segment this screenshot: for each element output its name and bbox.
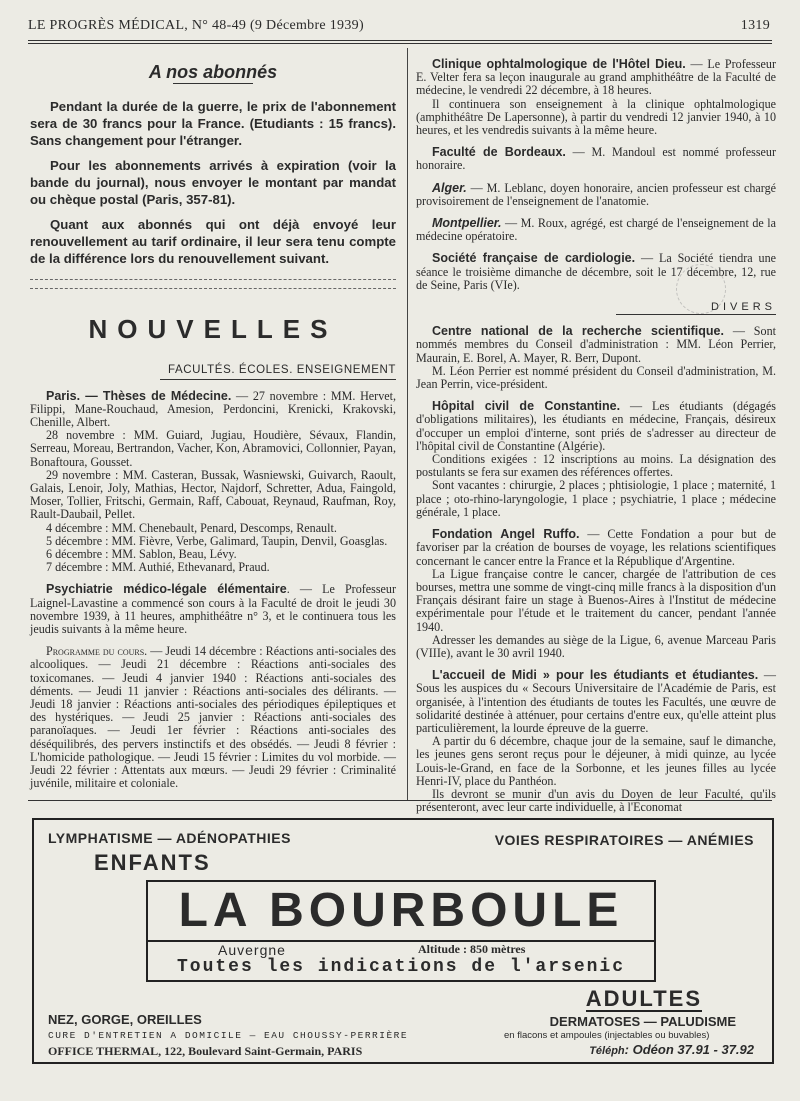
right-column [416, 58, 776, 814]
column-separator [407, 48, 408, 800]
library-stamp [676, 264, 726, 314]
psychiatry-heading: Psychiatrie médico-légale élémentaire [46, 582, 287, 597]
alger-text: — M. Leblanc, doyen honoraire, ancien professeur est chargé provisoirement de l'enseignement de l'anatomie. [416, 180, 776, 208]
paris-7: 7 décembre : MM. Authié, Ethevanard, Praud. [46, 560, 270, 575]
ad-enfants: ENFANTS [94, 850, 211, 875]
footer-rule [28, 800, 772, 801]
psychiatry-item [30, 583, 396, 636]
cardiology-heading: Société française de cardiologie. [432, 251, 636, 266]
midi-item [416, 669, 776, 735]
montpellier-item [416, 217, 776, 243]
clinic-text-2: Il continuera son enseignement à la clinique ophtalmologique (amphithéâtre De Lapersonne), à partir du vendredi 12 janvier 1940, à 10 heures, et les vendredis suivants à la même heure. [416, 96, 776, 138]
paris-theses [30, 390, 396, 430]
paris-text: — 27 novembre : MM. Hervet, Filippi, Mane-Rouchaud, Amesion, Perdoncini, Krenicki, Krakovski, Chenille, Albert. [30, 388, 396, 430]
programme-label: Programme du cours. [46, 644, 148, 659]
ad-region: Auvergne [218, 942, 286, 958]
divers-heading: DIVERS [616, 301, 776, 315]
psychiatry-text: . — Le Professeur Laignel-Lavastine a commencé son cours à la Faculté de droit le jeudi 30 novembre 1939, à 11 heures, amphithéâtre n° 3, et le continuera tous les jeudis suivants à la même heure. [30, 582, 396, 637]
header-rule-2 [28, 43, 772, 44]
ad-adultes: ADULTES [585, 986, 702, 1011]
clinic-heading: Clinique ophtalmologique de l'Hôtel Dieu. [432, 57, 686, 71]
ad-cure: CURE D'ENTRETIEN A DOMICILE — EAU CHOUSSY-PERRIÈRE [48, 1030, 409, 1041]
ad-top-left: LYMPHATISME — ADÉNOPATHIES [48, 830, 291, 846]
bordeaux-text: — M. Mandoul est nommé professeur honoraire. [416, 145, 776, 173]
ad-telephone [589, 1042, 754, 1057]
ad-brand-box [146, 880, 656, 982]
bordeaux-heading: Faculté de Bordeaux. [432, 145, 566, 160]
left-column [30, 52, 396, 791]
ad-tel-number: : Odéon 37.91 - 37.92 [624, 1042, 754, 1057]
ruffo-text-3: Adresser les demandes au siège de la Ligue, 6, avenue Marceau Paris (VIIIe), avant le 30 avril 1940. [416, 632, 776, 660]
ad-flacons: en flacons et ampoules (injectables ou buvables) [504, 1030, 710, 1041]
paris-5: 5 décembre : MM. Fièvre, Verbe, Galimard, Taupin, Denvil, Goasglas. [46, 533, 388, 548]
cnrs-text: — Sont nommés membres du Conseil d'administration : MM. Léon Perrier, Maurain, E. Borel, A. Mayer, R. Berr, Dupont. [416, 324, 776, 365]
constantine-text-2: Conditions exigées : 12 inscriptions au moins. La désignation des postulants se fera sur examen des références offertes. [416, 452, 776, 480]
ornamental-rule [30, 279, 396, 289]
programme-text: — Jeudi 14 décembre : Réactions anti-sociales des alcooliques. — Jeudi 21 décembre : Réactions anti-sociales des toxicomanes. — Jeudi 4 janvier 1940 : Réactions anti-sociales des déments. — Jeudi 11 janvier : Réactions anti-sociales des délirants. — Jeudi 18 janvier : Réactions anti-sociales des périodiques épileptiques et des hystériques. — Jeudi 25 janvier : Réactions anti-sociales des paranoïaques. — Jeudi 1er février : Réactions anti-sociales des déséquilibrés, des pervers instinctifs et des obsédés. — Jeudi 8 février : L'homicide pathologique. — Jeudi 15 février : Limites du vol morbide. — Jeudi 22 février : Attentats aux mœurs. — Jeudi 29 février : Criminalité juvénile, militaire et coloniale. [30, 644, 396, 791]
constantine-text: — Les étudiants (dégagés d'obligations militaires), les étudiants en médecine, Français, désireux d'occuper un emploi d'interne, sont priés de s'adresser au directeur de l'hôpital civil de Constantine (Algérie). [416, 399, 776, 453]
bourboule-advertisement [32, 818, 774, 1064]
ruffo-text: — Cette Fondation a pour but de favoriser par la création de bourses de voyage, les relations scientifiques concernant le cancer entre la France et la République d'Argentine. [416, 527, 777, 568]
midi-heading: L'accueil de Midi » pour les étudiants et étudiantes. [432, 668, 759, 683]
alger-heading: Alger. [432, 180, 467, 195]
subscribers-para-2: Pour les abonnements arrivés à expiration (voir la bande du journal), nous envoyer le montant par mandat ou chèque postal (Paris, 357-81). [30, 158, 396, 208]
alger-item [416, 182, 776, 208]
ruffo-heading: Fondation Angel Ruffo. [432, 527, 580, 542]
ruffo-item [416, 528, 776, 568]
ad-arsenic: Toutes les indications de l'arsenic [176, 957, 626, 977]
constantine-heading: Hôpital civil de Constantine. [432, 399, 621, 414]
subscribers-title: A nos abonnés [148, 62, 278, 82]
paris-heading: Paris. — Thèses de Médecine. [46, 388, 232, 403]
cnrs-text-2: M. Léon Perrier est nommé président du Conseil d'administration, M. Jean Perrin, vice-président. [416, 363, 776, 392]
constantine-item [416, 400, 776, 453]
page-number: 1319 [740, 18, 770, 33]
cnrs-heading: Centre national de la recherche scientifique. [432, 324, 724, 339]
ad-office: OFFICE THERMAL, 122, Boulevard Saint-Germain, PARIS [48, 1044, 363, 1058]
ad-tel-label: Téléph [589, 1045, 625, 1057]
section-heading: FACULTÉS. ÉCOLES. ENSEIGNEMENT [160, 364, 396, 379]
ad-nez: NEZ, GORGE, OREILLES [48, 1012, 202, 1027]
ad-brand: LA BOURBOULE [148, 882, 654, 942]
paris-6: 6 décembre : MM. Sablon, Beau, Lévy. [46, 547, 237, 562]
montpellier-text: — M. Roux, agrégé, est chargé de l'enseignement de la médecine opératoire. [416, 216, 776, 244]
subscribers-para-3: Quant aux abonnés qui ont déjà envoyé leur renouvellement au tarif ordinaire, il leur sera tenu compte de la différence lors du renouvellement suivant. [30, 217, 396, 267]
ad-dermatoses: DERMATOSES — PALUDISME [549, 1014, 736, 1029]
midi-text-2: A partir du 6 décembre, chaque jour de la semaine, sauf le dimanche, les jeunes gens seront reçus pour le déjeuner, à midi quinze, au lycée Louis-le-Grand, en face de la Sorbonne, et les jeunes filles au lycée Henri-IV, place du Panthéon. [416, 734, 776, 788]
news-title: NOUVELLES [88, 314, 338, 345]
midi-text: — Sous les auspices du « Secours Universitaire de l'Académie de Paris, est organisée, à l'intention des étudiants de toutes les Facultés, une œuvre de solidarité destinée à atténuer, pour certains d'entre eux, qu'elle atteint plus particulièrement, la lourde épreuve de la guerre. [416, 668, 776, 735]
montpellier-heading: Montpellier. [432, 216, 502, 231]
running-header [28, 18, 770, 34]
midi-text-3: Ils devront se munir d'un avis du Doyen de leur Faculté, qu'ils présenteront, avec leur carte individuelle, à l'Economat [416, 786, 776, 815]
bordeaux-item [416, 146, 776, 172]
constantine-text-3: Sont vacantes : chirurgie, 2 places ; phtisiologie, 1 place ; maternité, 1 place ; oto-rhino-laryngologie, 1 place ; psychiatrie, 1 place ; médecine générale, 1 place. [416, 478, 776, 519]
header-rule [28, 40, 772, 41]
clinic-item [416, 58, 776, 98]
ad-top-right: VOIES RESPIRATOIRES — ANÉMIES [494, 832, 754, 848]
ruffo-text-2: La Ligue française contre le cancer, chargée de l'attribution de ces bourses, mettra une somme de vingt-cinq mille francs à la disposition d'un Français désirant faire un stage à Buenos-Aires à l'Institut de médecine expérimentale pour l'étude et le traitement du cancer, pendant l'année 1940. [416, 566, 776, 634]
paris-29: 29 novembre : MM. Casteran, Bussak, Wasniewski, Guivarch, Raoult, Galais, Lenoir, Joly, Mathias, Hector, Najdorf, Schretter, Adua, Faingold, Moser, Tollier, Fritschi, Germain, Raff, Cabouat, Reynaud, Raufman, Roy, Rault-Daubail, Pellet. [30, 467, 396, 522]
subscribers-para-1: Pendant la durée de la guerre, le prix de l'abonnement sera de 30 francs pour la France. (Etudiants : 15 francs). Sans changement pour l'étranger. [30, 99, 396, 149]
paris-4: 4 décembre : MM. Chenebault, Penard, Descomps, Renault. [46, 520, 337, 535]
cnrs-item [416, 325, 776, 365]
paris-28: 28 novembre : MM. Guiard, Jugiau, Houdière, Sévaux, Flandin, Serreau, Moreau, Bertrandon, Vacher, Kon, Abramovici, Collonnier, Payan, Bonaftoura, Gousset. [30, 428, 396, 469]
journal-title: LE PROGRÈS MÉDICAL, N° 48-49 (9 Décembre 1939) [28, 18, 364, 33]
clinic-text: — Le Professeur E. Velter fera sa leçon inaugurale au grand amphithéâtre de la Faculté de médecine, le vendredi 22 décembre, à 18 heures. [416, 57, 776, 98]
programme-item [30, 645, 396, 790]
ad-altitude: Altitude : 850 mètres [418, 942, 526, 956]
cardiology-text: — La Société tiendra une séance le troisième dimanche de décembre, soit le 17 décembre, 12, rue de Seine, Paris (VIe). [416, 251, 776, 292]
title-rule [173, 83, 253, 84]
